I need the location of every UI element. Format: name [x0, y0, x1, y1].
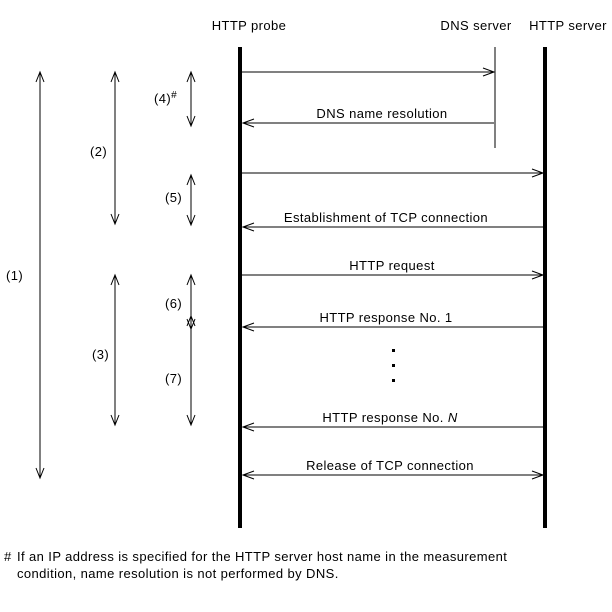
message-http-response-1 [243, 310, 543, 331]
vertical-dots-icon [392, 349, 395, 382]
message-label: HTTP request [349, 258, 435, 273]
interval-label-superscript: # [171, 90, 178, 101]
interval-label: (1) [6, 268, 24, 283]
message-label [322, 410, 457, 425]
message-label: Establishment of TCP connection [283, 210, 489, 225]
message-tcp-connect [242, 169, 543, 177]
message-tcp-established [243, 210, 543, 231]
message-label-n: N [447, 410, 458, 425]
message-label-prefix: HTTP response No. [322, 410, 448, 425]
message-label: HTTP response No. 1 [319, 310, 453, 325]
message-label: Release of TCP connection [306, 458, 474, 473]
interval-7 [165, 316, 195, 425]
actor-label-http-probe: HTTP probe [211, 18, 287, 33]
footnote-line-2: condition, name resolution is not performed by DNS. [17, 566, 339, 581]
message-http-request [242, 258, 543, 279]
interval-label: (5) [165, 190, 183, 205]
dot [392, 349, 395, 352]
actor-label-http-server: HTTP server [529, 18, 607, 33]
interval-4 [154, 72, 195, 126]
dot [392, 379, 395, 382]
actor-labels [212, 18, 607, 33]
dot [392, 364, 395, 367]
interval-5 [165, 175, 195, 225]
message-label: DNS name resolution [316, 106, 448, 121]
interval-label-text: (4) [154, 91, 172, 106]
interval-3 [92, 275, 119, 425]
interval-label: (2) [90, 144, 108, 159]
interval-1 [6, 72, 44, 478]
interval-label [154, 90, 177, 106]
footnote-line-1: If an IP address is specified for the HTTP server host name in the measurement [17, 549, 508, 564]
interval-label: (6) [165, 296, 183, 311]
message-dns-name-resolution [243, 106, 494, 127]
interval-2 [90, 72, 119, 224]
message-http-response-n [243, 410, 543, 431]
actor-label-dns-server: DNS server [440, 18, 512, 33]
interval-label: (7) [165, 371, 183, 386]
interval-label: (3) [92, 347, 110, 362]
footnote [4, 549, 507, 581]
footnote-marker: # [4, 549, 12, 564]
message-dns-query [242, 68, 494, 76]
message-tcp-release [243, 458, 543, 479]
